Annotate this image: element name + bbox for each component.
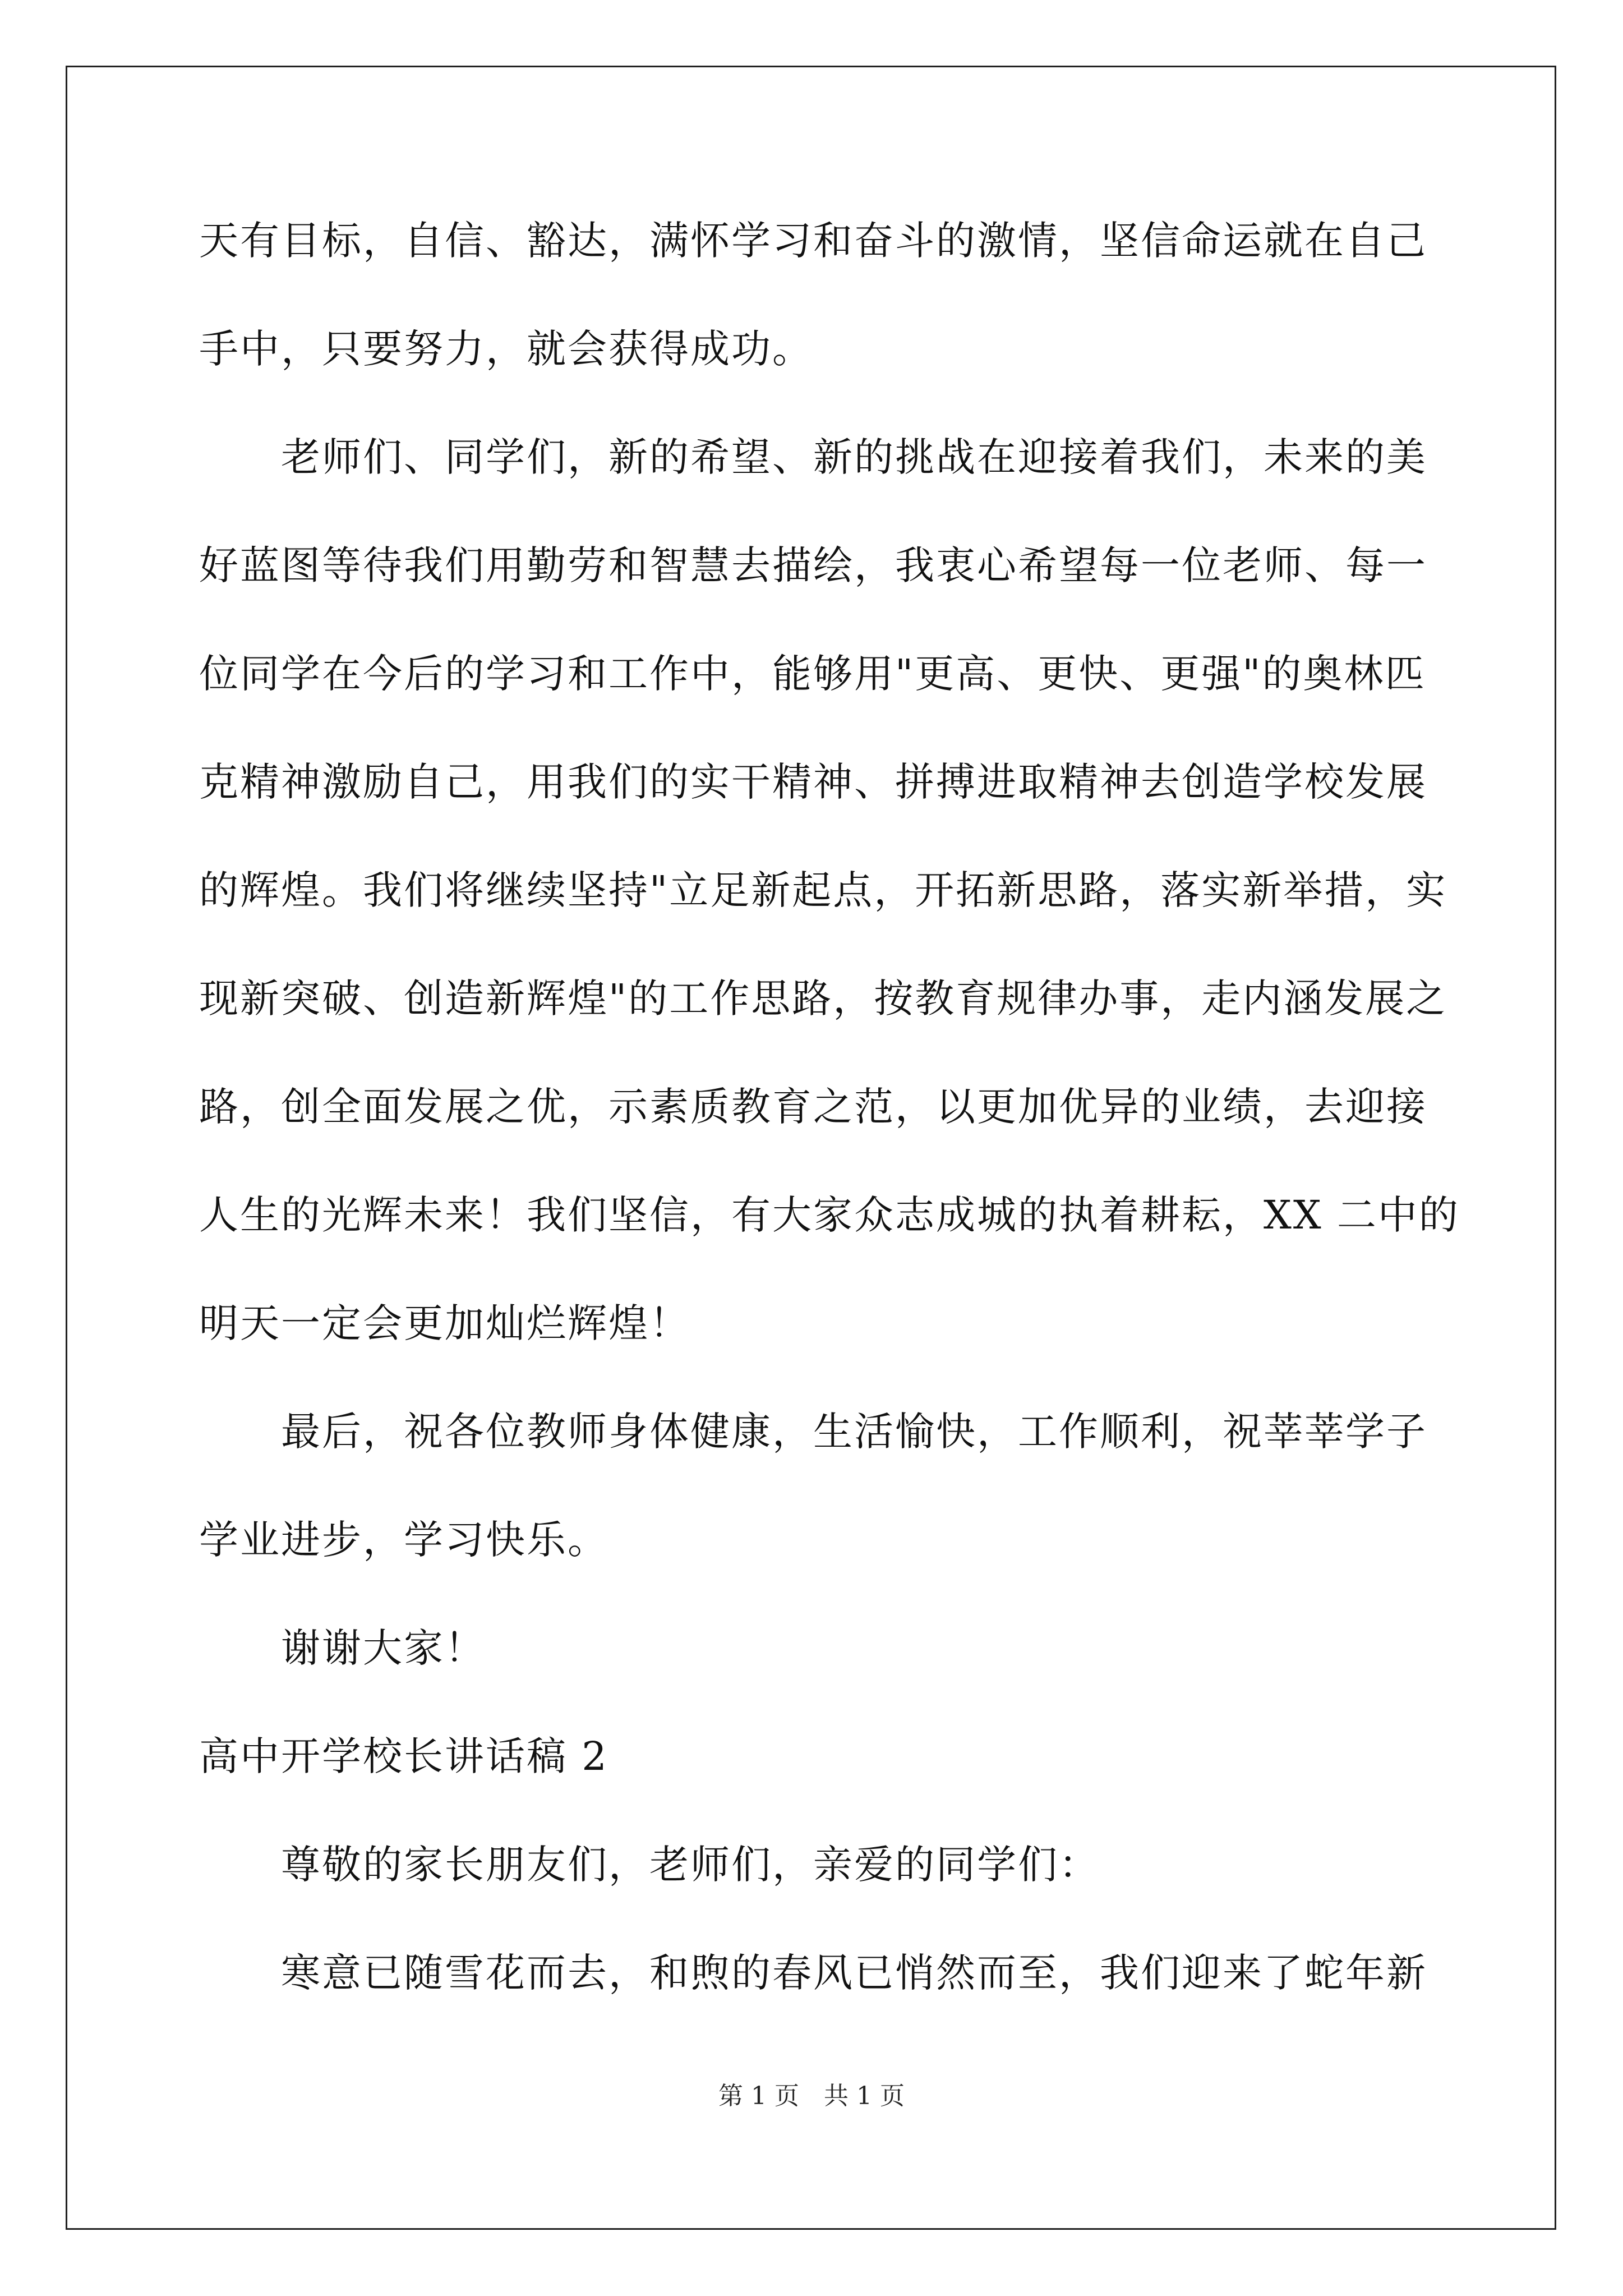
text-line: 克精神激励自己，用我们的实干精神、拼搏进取精神去创造学校发展: [199, 759, 1427, 805]
section-heading: 高中开学校长讲话稿 2: [199, 1733, 608, 1779]
text-line: 的辉煌。我们将继续坚持"立足新起点，开拓新思路，落实新举措，实: [199, 867, 1447, 913]
text-line: 现新突破、创造新辉煌"的工作思路，按教育规律办事，走内涵发展之: [199, 976, 1447, 1022]
text-line: 位同学在今后的学习和工作中，能够用"更高、更快、更强"的奥林匹: [199, 651, 1426, 697]
text-line: 老师们、同学们，新的希望、新的挑战在迎接着我们，未来的美: [199, 434, 1427, 480]
text-line: 尊敬的家长朋友们，老师们，亲爱的同学们：: [199, 1842, 1100, 1888]
text-line: 寒意已随雪花而去，和煦的春风已悄然而至，我们迎来了蛇年新: [199, 1950, 1427, 1996]
text-line: 路，创全面发展之优，示素质教育之范，以更加优异的业绩，去迎接: [199, 1084, 1427, 1130]
text-line: 最后，祝各位教师身体健康，生活愉快，工作顺利，祝莘莘学子: [199, 1409, 1427, 1455]
document-body: [199, 218, 1460, 1996]
text-line: 手中，只要努力，就会获得成功。: [199, 326, 813, 372]
text-line: 好蓝图等待我们用勤劳和智慧去描绘，我衷心希望每一位老师、每一: [199, 542, 1427, 588]
text-line: 谢谢大家！: [199, 1625, 486, 1671]
page-number: 第 1 页 共 1 页: [718, 2082, 905, 2110]
text-line: 天有目标，自信、豁达，满怀学习和奋斗的激情，坚信命运就在自己: [199, 218, 1427, 264]
text-line: 人生的光辉未来！我们坚信，有大家众志成城的执着耕耘，XX 二中的: [199, 1192, 1460, 1238]
text-line: 学业进步，学习快乐。: [199, 1517, 608, 1563]
text-line: 明天一定会更加灿烂辉煌！: [199, 1300, 690, 1346]
